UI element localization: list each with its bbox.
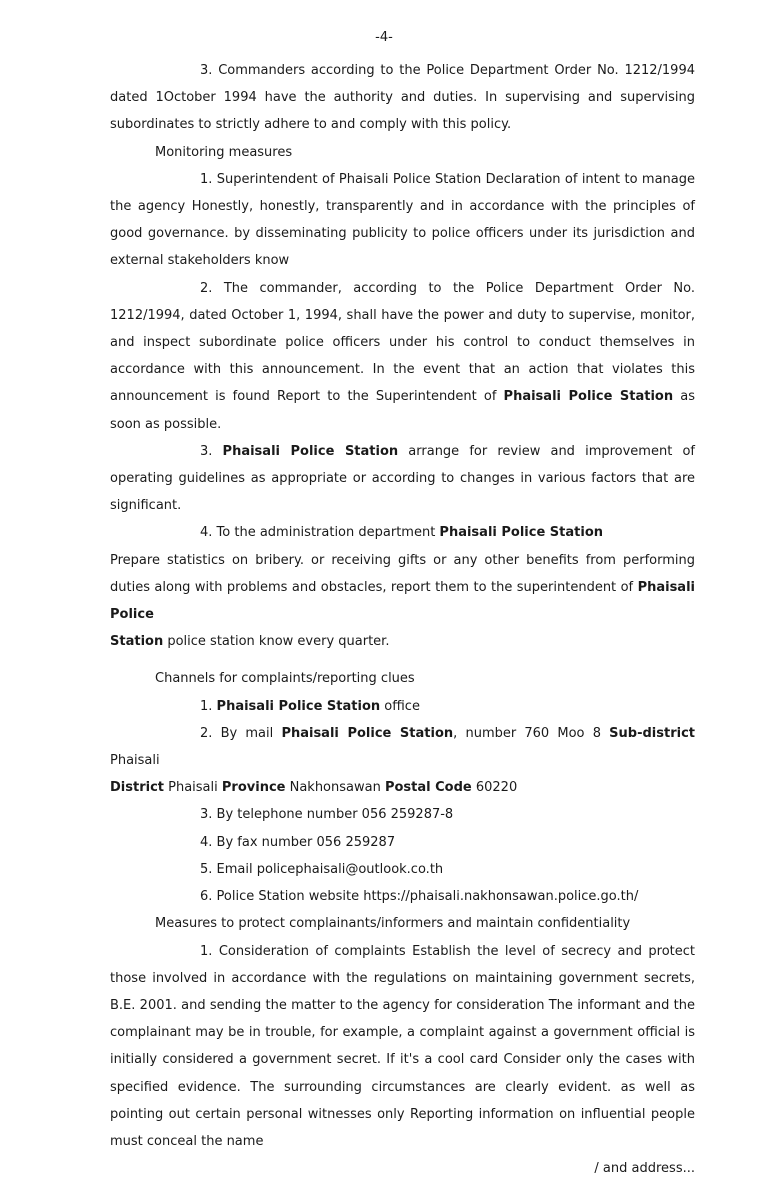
station-name: Phaisali Police Station [216,698,381,714]
station-name-part-2: Station [110,634,164,650]
label-province: Province [221,780,286,796]
monitoring-item-2-text: 2. The commander, according to the Police Department Order No. 1212/1994, dated October 1, 1994, shall have the power and duty to supervise, monitor, and inspect subordinate police officers under his control to conduct themselves in accordance with this announcement. In the event that an action that violates this announcement is found Report to the Superintendent of [110,280,695,405]
channel-item-1 [110,693,695,720]
heading-monitoring-measures: Monitoring measures [155,144,293,160]
continued-marker: / and address... [594,1161,695,1177]
monitoring-item-4-cont [110,547,695,656]
channel-item-2-text: 2. By mail [200,725,282,741]
station-name: Phaisali Police Station [439,525,604,541]
monitoring-item-2 [110,275,695,438]
station-name-part-1: Phaisali Police [110,579,695,623]
province-value: Nakhonsawan [285,780,385,796]
station-name: Phaisali Police Station [281,725,454,741]
monitoring-item-3-num: 3. [200,443,223,459]
channel-item-1-text: office [380,698,420,714]
document-body [110,57,695,1182]
page-number: -4- [375,30,393,45]
district-value: Phaisali [164,780,222,796]
heading-complaint-channels: Channels for complaints/reporting clues [155,671,415,687]
subdistrict-value: Phaisali [110,753,160,769]
postal-code-value: 60220 [471,780,518,796]
monitoring-item-4 [110,519,695,546]
monitoring-item-4-body: Prepare statistics on bribery. or receiving gifts or any other benefits from performing duties along with problems and obstacles, report them to the superintendent of [110,552,695,595]
protection-item-1: 1. Consideration of complaints Establish the level of secrecy and protect those involved in accordance with the regulations on maintaining government secrets, B.E. 2001. and sending the matter to the agency for consideration The informant and the complainant may be in trouble, for example, a complaint against a government official is initially considered a government secret. If it's a cool card Consider only the cases with specified evidence. The surrounding circumstances are clearly evident. as well as pointing out certain personal witnesses only Reporting information on influential people must conceal the name [110,943,695,1149]
channel-item-6: 6. Police Station website https://phaisali.nakhonsawan.police.go.th/ [200,889,639,905]
label-subdistrict: Sub-district [609,725,695,741]
monitoring-item-4-text: 4. To the administration department [200,525,440,541]
channel-item-2 [110,720,695,802]
channel-item-2-number: , number 760 Moo 8 [453,725,610,741]
paragraph-commanders: 3. Commanders according to the Police Department Order No. 1212/1994 dated 1October 1994 have the authority and duties. In supervising and supervising subordinates to strictly adhere to and comply with this policy. [110,63,695,133]
monitoring-item-4-end: police station know every quarter. [163,634,390,650]
channel-item-3: 3. By telephone number 056 259287-8 [200,807,454,823]
channel-item-1-num: 1. [200,698,217,714]
monitoring-item-2-end: as soon as possible. [110,389,695,432]
heading-protection-measures: Measures to protect complainants/informers and maintain confidentiality [155,916,631,932]
station-name: Phaisali Police Station [503,389,674,405]
monitoring-item-1: 1. Superintendent of Phaisali Police Station Declaration of intent to manage the agency Honestly, honestly, transparently and in accordance with the principles of good governance. by disseminating publicity to police officers under its jurisdiction and external stakeholders know [110,171,695,269]
label-postal-code: Postal Code [384,780,472,796]
label-district: District [110,780,164,796]
channel-item-5: 5. Email policephaisali@outlook.co.th [200,861,444,877]
monitoring-item-3-text: arrange for review and improvement of operating guidelines as appropriate or according to changes in various factors that are significant. [110,443,695,514]
monitoring-item-3 [110,438,695,520]
channel-item-4: 4. By fax number 056 259287 [200,834,396,850]
station-name: Phaisali Police Station [222,443,399,459]
